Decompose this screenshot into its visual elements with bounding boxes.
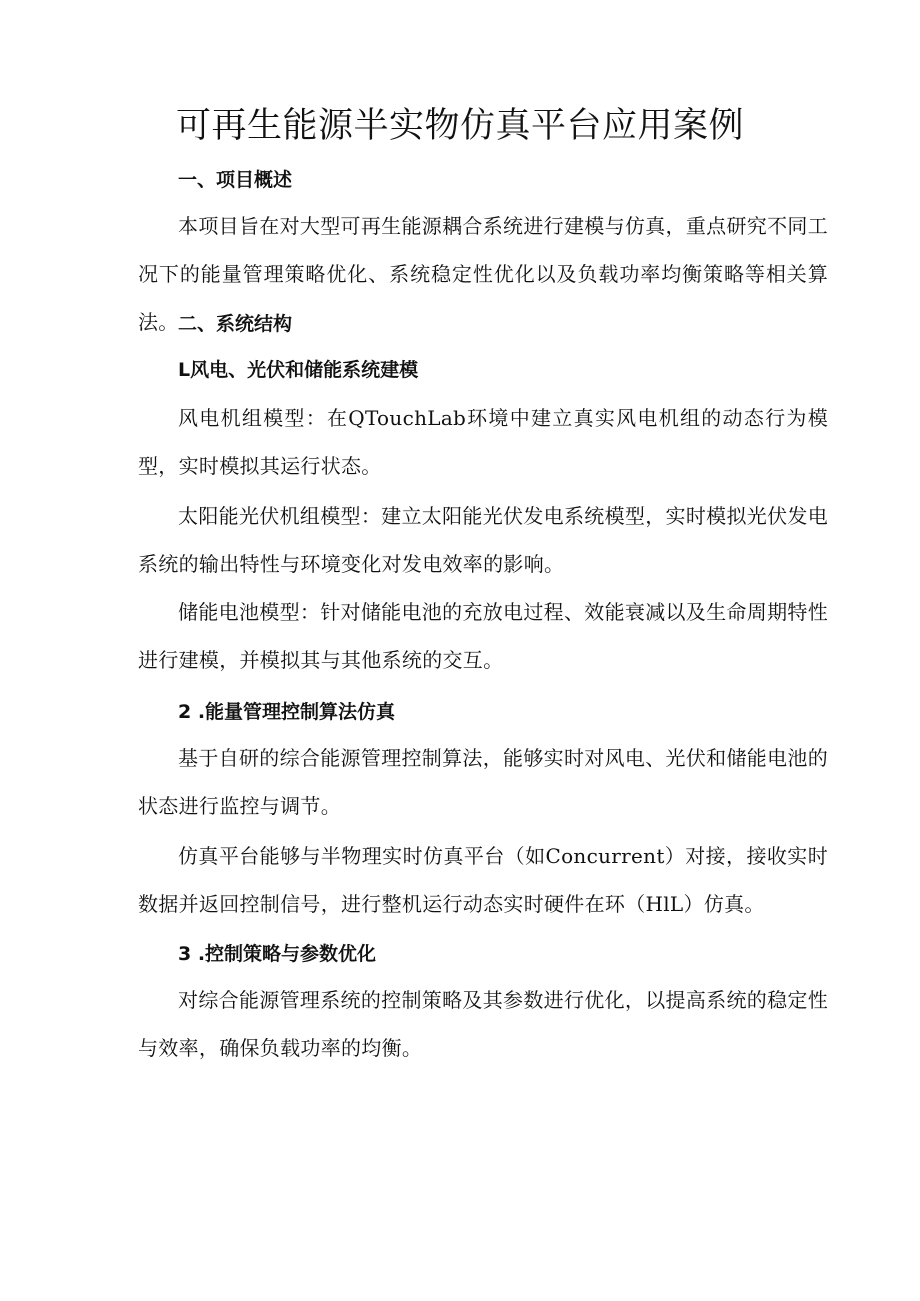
- subsection-heading-energy-management: 2 .能量管理控制算法仿真: [178, 701, 396, 723]
- subsection-heading-modeling: L风电、光伏和储能系统建模: [178, 359, 419, 381]
- paragraph-wind-model: 风电机组模型：在QTouchLab环境中建立真实风电机组的动态行为模型，实时模拟其运行状态。: [138, 406, 828, 478]
- paragraph-overview: 本项目旨在对大型可再生能源耦合系统进行建模与仿真，重点研究不同工况下的能量管理策略优化、系统稳定性优化以及负载功率均衡策略等相关算法。: [138, 214, 828, 334]
- paragraph-energy-algorithm: 基于自研的综合能源管理控制算法，能够实时对风电、光伏和储能电池的状态进行监控与调节。: [138, 746, 828, 818]
- document-title: 可再生能源半实物仿真平台应用案例: [175, 106, 744, 146]
- paragraph-battery-model: 储能电池模型：针对储能电池的充放电过程、效能衰减以及生命周期特性进行建模，并模拟其与其他系统的交互。: [138, 600, 828, 672]
- paragraph-optimization: 对综合能源管理系统的控制策略及其参数进行优化，以提高系统的稳定性与效率，确保负载功率的均衡。: [138, 988, 828, 1060]
- paragraph-hil-simulation: 仿真平台能够与半物理实时仿真平台（如Concurrent）对接，接收实时数据并返回控制信号，进行整机运行动态实时硬件在环（HlL）仿真。: [138, 844, 828, 916]
- section-heading-structure: 二、系统结构: [178, 313, 293, 335]
- subsection-heading-optimization: 3 .控制策略与参数优化: [178, 943, 377, 965]
- section-heading-overview: 一、项目概述: [178, 169, 293, 191]
- paragraph-pv-model: 太阳能光伏机组模型：建立太阳能光伏发电系统模型，实时模拟光伏发电系统的输出特性与环境变化对发电效率的影响。: [138, 504, 828, 576]
